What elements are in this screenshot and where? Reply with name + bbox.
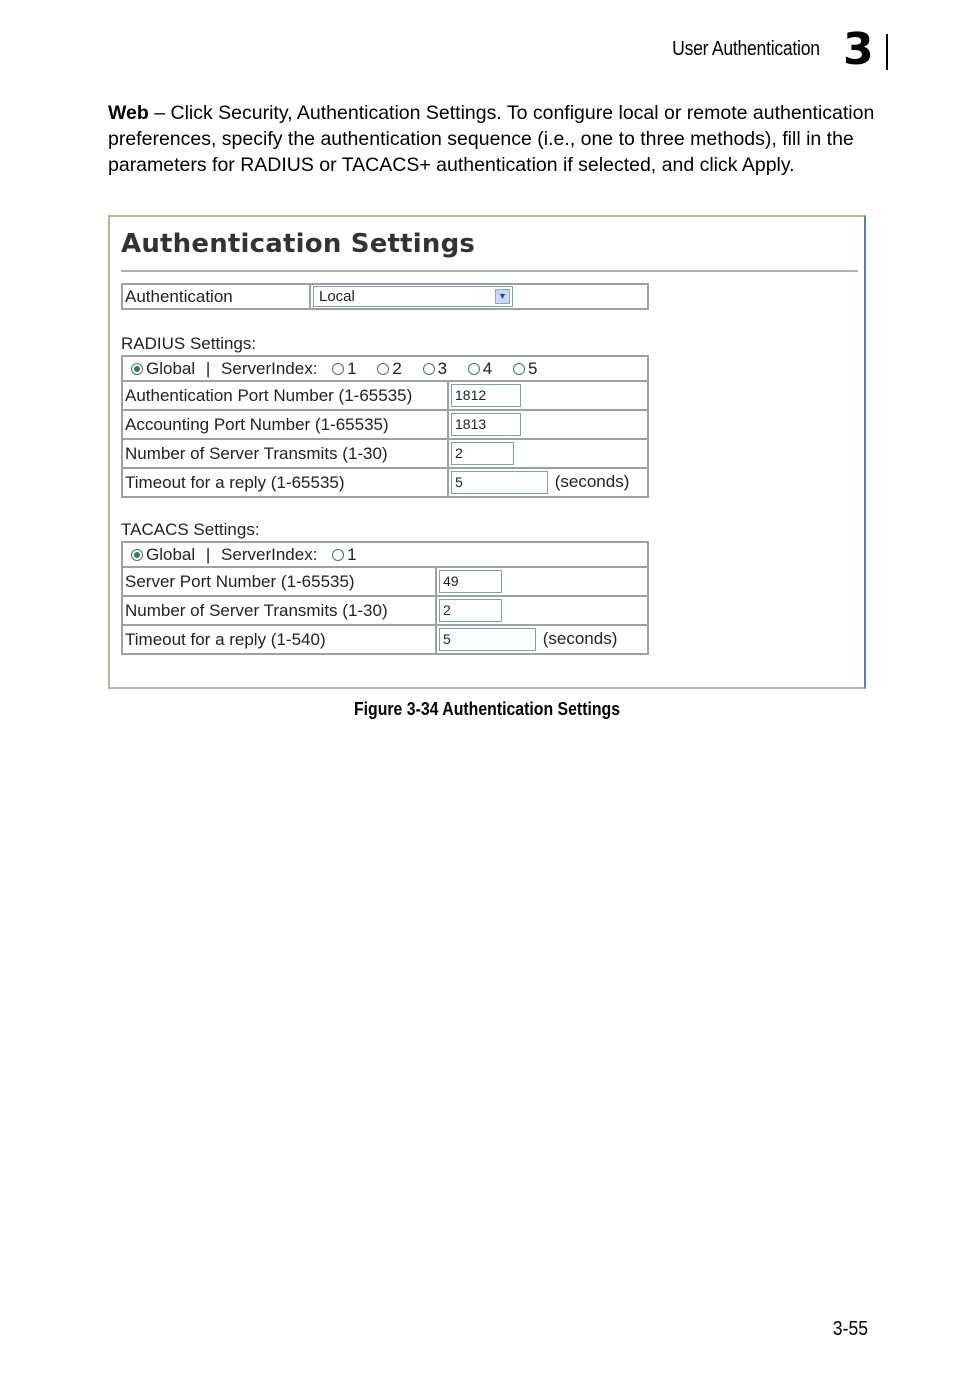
radius-acct-port-input[interactable]: 1813 [451, 413, 521, 436]
radius-timeout-label: Timeout for a reply (1-65535) [122, 468, 448, 497]
authentication-settings-panel [108, 215, 866, 689]
radius-server-radio-2[interactable] [377, 363, 389, 375]
intro-lead: Web [108, 102, 149, 124]
table-row [122, 468, 648, 497]
panel-title-rule [121, 270, 858, 272]
table-row [122, 596, 648, 625]
radius-server-index-option[interactable]: 4 [468, 359, 492, 378]
tacacs-timeout-label: Timeout for a reply (1-540) [122, 625, 436, 654]
radius-timeout-unit: (seconds) [554, 471, 630, 491]
header-title: User Authentication [672, 38, 820, 60]
tacacs-timeout-cell [436, 625, 648, 654]
tacacs-separator: | [205, 544, 211, 564]
chevron-down-icon[interactable]: ▼ [495, 289, 510, 304]
radius-acct-port-cell [448, 410, 648, 439]
tacacs-global-radio[interactable] [131, 549, 143, 561]
tacacs-timeout-input[interactable]: 5 [439, 628, 536, 651]
radius-auth-port-label: Authentication Port Number (1-65535) [122, 381, 448, 410]
authentication-select[interactable] [313, 286, 513, 307]
tacacs-server-port-input[interactable]: 49 [439, 570, 502, 593]
radius-global-radio[interactable] [131, 363, 143, 375]
intro-text: – Click Security, Authentication Settings. To configure local or remote authentication preferences, specify the authentication sequence (i.e., one to three methods), fill in the parameters for RADIUS or TACACS+ authentication if selected, and click Apply. [108, 102, 875, 176]
radius-auth-port-cell [448, 381, 648, 410]
tacacs-server-port-cell [436, 567, 648, 596]
table-row [122, 439, 648, 468]
tacacs-server-index-option[interactable]: 1 [332, 545, 356, 564]
panel-title: Authentication Settings [121, 229, 476, 259]
radius-server-radio-5[interactable] [513, 363, 525, 375]
radius-acct-port-label: Accounting Port Number (1-65535) [122, 410, 448, 439]
table-row [122, 410, 648, 439]
authentication-label: Authentication [122, 284, 310, 309]
tacacs-transmits-label: Number of Server Transmits (1-30) [122, 596, 436, 625]
radius-auth-port-input[interactable]: 1812 [451, 384, 521, 407]
tacacs-server-select-cell [122, 542, 648, 567]
radius-section-label: RADIUS Settings: [121, 334, 257, 353]
table-row [122, 567, 648, 596]
radius-server-index-option[interactable]: 3 [423, 359, 447, 378]
table-row [122, 381, 648, 410]
authentication-select-value: Local [319, 288, 355, 305]
tacacs-transmits-cell [436, 596, 648, 625]
chapter-bar [886, 34, 888, 70]
radius-server-select-cell [122, 356, 648, 381]
authentication-cell [310, 284, 648, 309]
tacacs-transmits-input[interactable]: 2 [439, 599, 502, 622]
radius-server-radio-1[interactable] [332, 363, 344, 375]
tacacs-table [121, 541, 649, 655]
tacacs-server-index-label: ServerIndex: [221, 544, 318, 564]
chapter-number: 3 [843, 24, 874, 75]
tacacs-server-radio-1[interactable] [332, 549, 344, 561]
radius-server-radio-3[interactable] [423, 363, 435, 375]
radius-server-index-option[interactable]: 2 [377, 359, 401, 378]
radius-transmits-cell [448, 439, 648, 468]
radius-server-radio-4[interactable] [468, 363, 480, 375]
figure-caption: Figure 3-34 Authentication Settings [353, 699, 621, 719]
radius-separator: | [205, 358, 211, 378]
radius-global-label: Global [146, 358, 196, 378]
intro-paragraph [108, 101, 878, 178]
authentication-table [121, 283, 649, 310]
radius-table [121, 355, 649, 498]
table-row [122, 356, 648, 381]
radius-timeout-cell [448, 468, 648, 497]
tacacs-section-label: TACACS Settings: [121, 520, 260, 539]
tacacs-global-label: Global [146, 544, 196, 564]
radius-server-index-label: ServerIndex: [221, 358, 318, 378]
table-row [122, 625, 648, 654]
tacacs-timeout-unit: (seconds) [542, 628, 618, 648]
page-number: 3-55 [832, 1318, 868, 1340]
radius-server-index-option[interactable]: 1 [332, 359, 356, 378]
table-row [122, 284, 648, 309]
tacacs-server-port-label: Server Port Number (1-65535) [122, 567, 436, 596]
table-row [122, 542, 648, 567]
radius-timeout-input[interactable]: 5 [451, 471, 548, 494]
radius-transmits-label: Number of Server Transmits (1-30) [122, 439, 448, 468]
radius-transmits-input[interactable]: 2 [451, 442, 514, 465]
radius-server-index-option[interactable]: 5 [513, 359, 537, 378]
